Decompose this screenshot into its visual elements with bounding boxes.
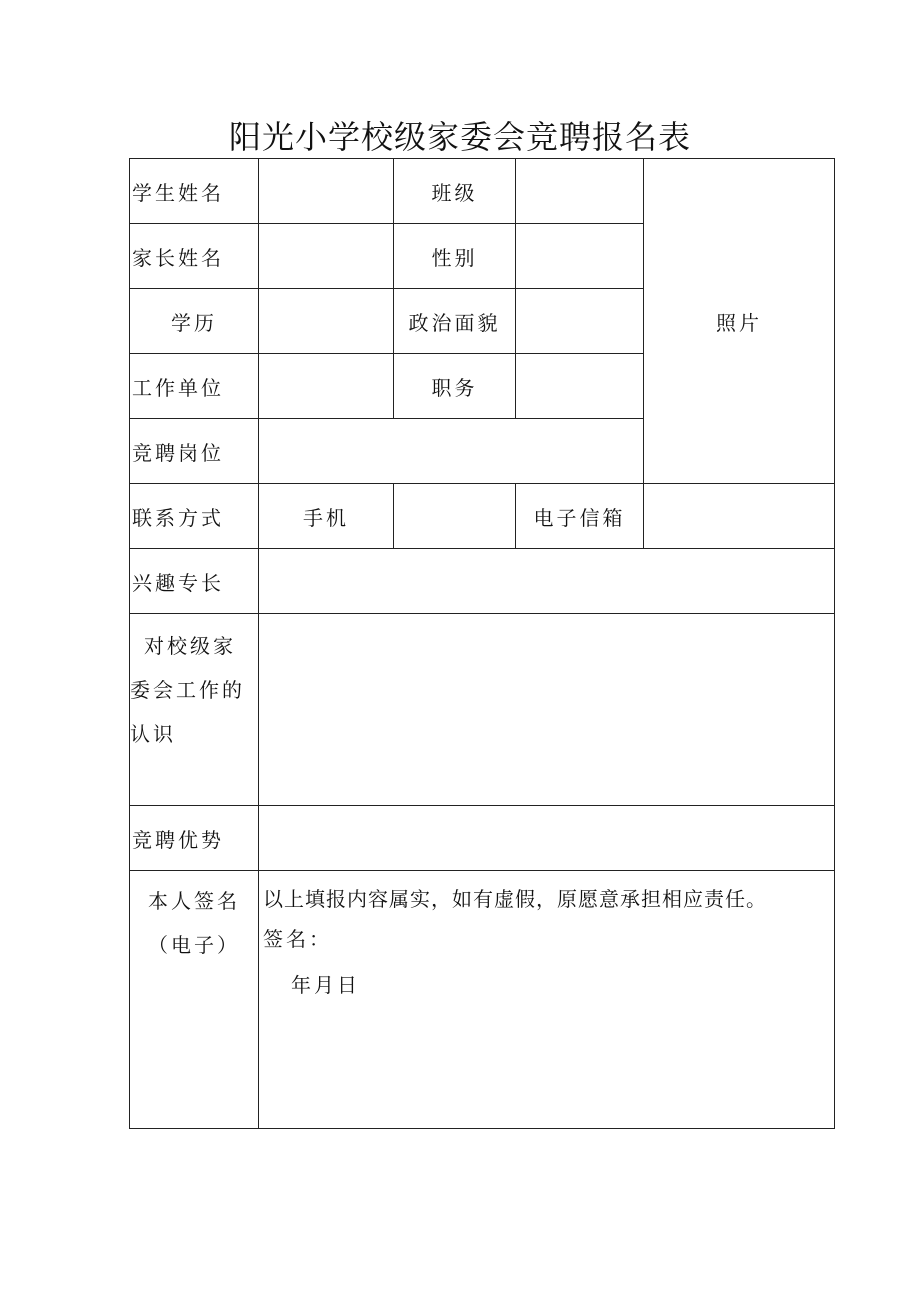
date-line: 年月日: [291, 973, 360, 997]
parent-name-label: 家长姓名: [130, 224, 259, 289]
political-status-label: 政治面貌: [394, 289, 516, 354]
education-field[interactable]: [259, 289, 394, 354]
signature-label-line-1: 本人签名: [148, 889, 240, 913]
mobile-label: 手机: [259, 484, 394, 549]
gender-label: 性别: [394, 224, 516, 289]
understanding-label-line-2: 委会工作的: [130, 678, 245, 702]
photo-label: 照片: [716, 310, 762, 335]
understanding-label-line-1: 对校级家: [144, 634, 236, 658]
position-field[interactable]: [516, 354, 644, 419]
row-understanding: [130, 614, 835, 806]
email-label: 电子信箱: [516, 484, 644, 549]
registration-form-table: [129, 158, 835, 1129]
row-student-name: [130, 159, 835, 224]
class-label: 班级: [394, 159, 516, 224]
advantages-label: 竞聘优势: [130, 806, 259, 871]
gender-field[interactable]: [516, 224, 644, 289]
parent-name-field[interactable]: [259, 224, 394, 289]
row-contact: [130, 484, 835, 549]
row-advantages: [130, 806, 835, 871]
signature-label: [130, 871, 259, 1129]
understanding-label-line-3: 认识: [130, 722, 176, 746]
student-name-field[interactable]: [259, 159, 394, 224]
photo-box[interactable]: [644, 159, 835, 484]
signature-label-line-2: （电子）: [148, 933, 240, 957]
education-label: 学历: [130, 289, 259, 354]
class-field[interactable]: [516, 159, 644, 224]
applied-post-field[interactable]: [259, 419, 644, 484]
political-status-field[interactable]: [516, 289, 644, 354]
hobbies-label: 兴趣专长: [130, 549, 259, 614]
understanding-label: [130, 614, 259, 806]
form-title: 阳光小学校级家委会竞聘报名表: [228, 118, 691, 156]
row-hobbies: [130, 549, 835, 614]
hobbies-field[interactable]: [259, 549, 835, 614]
student-name-label: 学生姓名: [130, 159, 259, 224]
signature-prompt: 签名：: [263, 927, 332, 951]
row-signature: [130, 871, 835, 1129]
contact-label: 联系方式: [130, 484, 259, 549]
mobile-field[interactable]: [394, 484, 516, 549]
email-field[interactable]: [644, 484, 835, 549]
understanding-field[interactable]: [259, 614, 835, 806]
declaration-text: 以上填报内容属实，如有虚假，原愿意承担相应责任。: [263, 887, 767, 911]
position-label: 职务: [394, 354, 516, 419]
applied-post-label: 竞聘岗位: [130, 419, 259, 484]
advantages-field[interactable]: [259, 806, 835, 871]
workplace-label: 工作单位: [130, 354, 259, 419]
signature-field[interactable]: [259, 871, 835, 1129]
workplace-field[interactable]: [259, 354, 394, 419]
